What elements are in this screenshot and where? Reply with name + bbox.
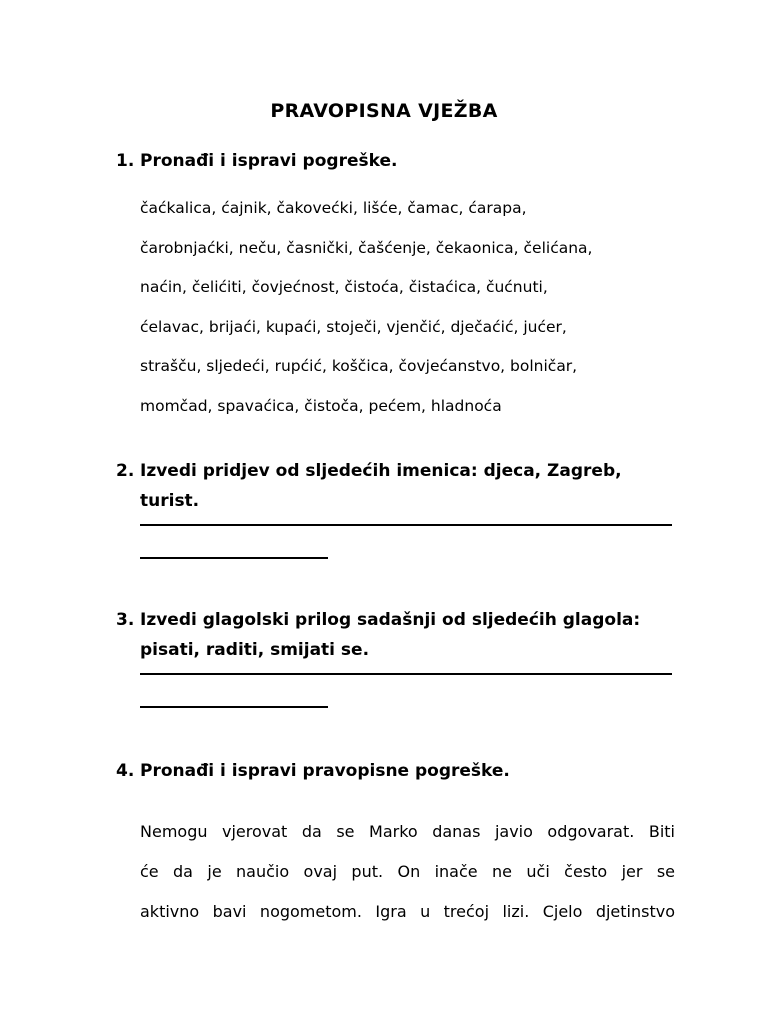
task-4 <box>116 756 676 786</box>
word-line: momčad, spavaćica, čistoča, pećem, hladnoća <box>140 396 502 415</box>
task-1 <box>116 146 676 176</box>
answer-line <box>140 706 328 708</box>
paragraph-line: Nemogu vjerovat da se Marko danas javio odgovarat. Biti <box>140 822 675 841</box>
answer-line <box>140 557 328 559</box>
task-2-text: Izvedi pridjev od sljedećih imenica: djeca, Zagreb, turist. <box>140 461 622 511</box>
task-2-number: 2. <box>116 461 135 481</box>
task-1-text: Pronađi i ispravi pogreške. <box>140 151 398 171</box>
answer-line <box>140 524 672 526</box>
page-title: PRAVOPISNA VJEŽBA <box>270 100 498 122</box>
word-line: naćin, čelićiti, čovjećnost, čistoća, čistaćica, čućnuti, <box>140 278 548 297</box>
task-3-heading <box>116 605 676 665</box>
task-2-answer-area[interactable] <box>140 524 676 559</box>
task-4-number: 4. <box>116 761 135 781</box>
paragraph-line: aktivno bavi nogometom. Igra u trećoj lizi. Cjelo djetinstvo <box>140 902 675 921</box>
task-4-text: Pronađi i ispravi pravopisne pogreške. <box>140 761 510 781</box>
task-3-answer-area[interactable] <box>140 673 676 708</box>
task-1-word-list <box>140 189 700 427</box>
answer-line <box>140 673 672 675</box>
task-2 <box>116 456 676 559</box>
task-4-paragraph <box>140 812 675 932</box>
word-line: strašču, sljedeći, rupćić, koščica, čovjećanstvo, bolničar, <box>140 357 578 376</box>
task-1-heading <box>116 146 676 176</box>
task-3-number: 3. <box>116 610 135 630</box>
word-line: čaćkalica, ćajnik, čakovećki, lišće, čamac, ćarapa, <box>140 199 527 217</box>
task-2-heading <box>116 456 676 516</box>
word-line: čarobnjaćki, neču, časnički, čašćenje, čekaonica, čelićana, <box>140 238 593 257</box>
task-3-text: Izvedi glagolski prilog sadašnji od sljedećih glagola: pisati, raditi, smijati se. <box>140 610 641 660</box>
paragraph-line: će da je naučio ovaj put. On inače ne uči često jer se <box>140 862 675 881</box>
task-3 <box>116 605 676 708</box>
word-line: ćelavac, brijaći, kupaći, stoječi, vjenčić, dječaćić, jućer, <box>140 317 567 336</box>
task-4-heading <box>116 756 676 786</box>
task-1-number: 1. <box>116 151 135 171</box>
